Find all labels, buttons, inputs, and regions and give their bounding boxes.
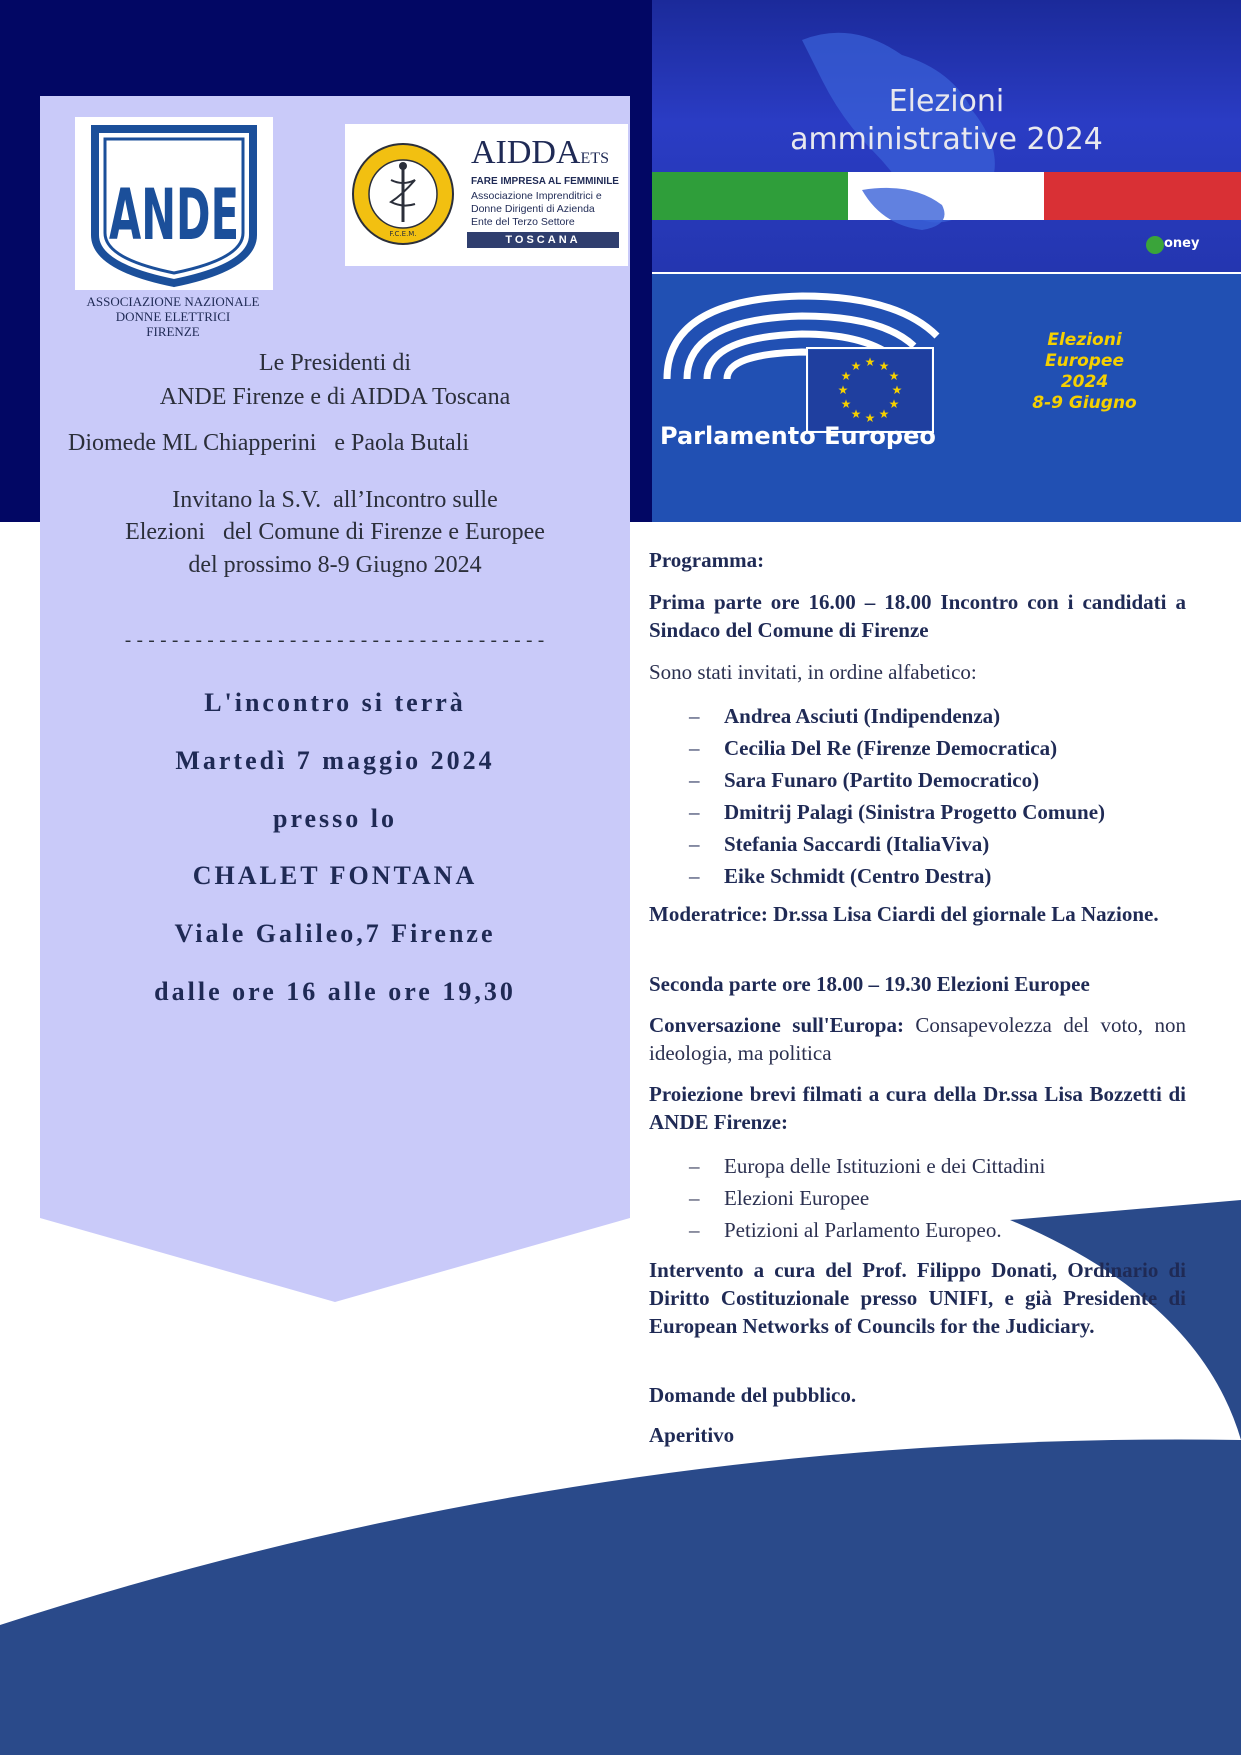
svg-text:★: ★ <box>888 397 900 411</box>
conversation-label: Conversazione sull'Europa: <box>649 1013 904 1037</box>
svg-text:★: ★ <box>878 359 890 373</box>
list-item: – Andrea Asciuti (Indipendenza) <box>689 704 1001 728</box>
eu-side-line: 8-9 Giugno <box>1032 393 1137 413</box>
list-item: – Eike Schmidt (Centro Destra) <box>689 864 992 888</box>
list-item: – Petizioni al Parlamento Europeo. <box>689 1218 1002 1242</box>
intervention-text: Intervento a cura del Prof. Filippo Donati, Ordinario di Diritto Costituzionale presso UNIFI, e già Presidente di European Networks of Councils for the Judiciary. <box>649 1258 1186 1338</box>
candidates-list <box>649 700 1186 892</box>
svg-text:★: ★ <box>888 369 900 383</box>
invite-line3: del prossimo 8-9 Giugno 2024 <box>188 552 482 578</box>
aidda-tagline: FARE IMPRESA AL FEMMINILE <box>471 176 619 187</box>
eu-side-line: Europee <box>1044 351 1124 371</box>
program-heading <box>649 546 1186 574</box>
presidents-names: Diomede ML Chiapperini e Paola Butali <box>68 430 470 456</box>
candidate-name: Dmitrij Palagi (Sinistra Progetto Comune) <box>724 800 1106 824</box>
event-address: Viale Galileo,7 Firenze <box>174 919 496 948</box>
list-item: – Elezioni Europee <box>689 1186 870 1210</box>
presidents-line2: ANDE Firenze e di AIDDA Toscana <box>159 384 511 410</box>
program-part2 <box>649 970 1186 998</box>
bottom-wave <box>0 1440 1241 1755</box>
invite-line2: Elezioni del Comune di Firenze e Europee <box>125 519 545 545</box>
projection <box>649 1080 1186 1136</box>
film-title: Europa delle Istituzioni e dei Cittadini <box>724 1154 1046 1178</box>
invite-line1: Invitano la S.V. all’Incontro sulle <box>172 487 498 513</box>
conversation <box>649 1011 1186 1067</box>
list-item: – Stefania Saccardi (ItaliaViva) <box>689 832 990 856</box>
program-heading-text: Programma: <box>649 548 765 572</box>
ande-caption-line: ASSOCIAZIONE NAZIONALE <box>86 294 260 309</box>
invited-intro: Sono stati invitati, in ordine alfabetico: <box>649 660 977 684</box>
svg-text:★: ★ <box>891 383 903 397</box>
ande-shield-icon <box>75 117 273 290</box>
eu-side-line: Elezioni <box>1047 330 1122 350</box>
program-part1 <box>649 588 1186 644</box>
event-line3: presso lo <box>272 804 398 833</box>
svg-text:★: ★ <box>840 397 852 411</box>
ande-logo <box>75 117 273 290</box>
aidda-description <box>471 190 602 229</box>
svg-text:★: ★ <box>878 407 890 421</box>
eu-side-text <box>992 330 1177 414</box>
aperitivo-text: Aperitivo <box>649 1423 735 1447</box>
eu-label: Parlamento Europeo <box>660 422 936 450</box>
films-list <box>649 1150 1186 1246</box>
questions <box>649 1381 1186 1409</box>
aidda-desc-line: Associazione Imprenditrici e <box>471 190 602 202</box>
aidda-logo <box>345 124 628 266</box>
svg-text:★: ★ <box>864 411 876 425</box>
aidda-desc-line: Donne Dirigenti di Azienda <box>471 203 595 215</box>
questions-text: Domande del pubblico. <box>649 1383 857 1407</box>
parliament-hemicycle-icon <box>652 274 972 434</box>
svg-text:★: ★ <box>840 369 852 383</box>
program-part1-text: Prima parte ore 16.00 – 18.00 Incontro con i candidati a Sindaco del Comune di Firenze <box>649 590 1186 642</box>
seal-bottom-text: F.C.E.M. <box>389 230 417 238</box>
aperitivo <box>649 1421 1186 1449</box>
eu-side-line: 2024 <box>1060 372 1109 392</box>
banner-title-line2: amministrative 2024 <box>790 122 1103 157</box>
aidda-suffix: ETS <box>580 150 609 167</box>
flag-green <box>652 172 848 220</box>
banner-brand: oney <box>1164 236 1200 251</box>
projection-text: Proiezione brevi filmati a cura della Dr.ssa Lisa Bozzetti di ANDE Firenze: <box>649 1082 1186 1134</box>
event-date: Martedì 7 maggio 2024 <box>175 746 495 775</box>
banner-amministrative <box>652 0 1241 272</box>
film-title: Petizioni al Parlamento Europeo. <box>724 1218 1002 1242</box>
candidate-name: Sara Funaro (Partito Democratico) <box>724 768 1040 792</box>
candidate-name: Eike Schmidt (Centro Destra) <box>724 864 992 888</box>
aidda-desc-line: Ente del Terzo Settore <box>471 216 575 228</box>
ande-caption-line: FIRENZE <box>146 324 200 339</box>
list-item: – Sara Funaro (Partito Democratico) <box>689 768 1040 792</box>
ande-logo-text: ANDE <box>109 174 239 256</box>
aidda-region-badge: TOSCANA <box>467 232 619 248</box>
separator: ------------------------------------ <box>122 632 548 652</box>
svg-text:★: ★ <box>850 407 862 421</box>
event-venue: CHALET FONTANA <box>192 861 478 890</box>
svg-text:★: ★ <box>850 359 862 373</box>
film-title: Elezioni Europee <box>724 1186 870 1210</box>
presidents-line1: Le Presidenti di <box>259 350 411 376</box>
candidate-name: Cecilia Del Re (Firenze Democratica) <box>724 736 1058 760</box>
candidate-name: Andrea Asciuti (Indipendenza) <box>724 704 1001 728</box>
brand-dot-icon <box>1146 236 1164 254</box>
fcem-seal-icon <box>353 144 453 244</box>
moderator-text: Moderatrice: Dr.ssa Lisa Ciardi del giornale La Nazione. <box>649 902 1159 926</box>
program-part2-text: Seconda parte ore 18.00 – 19.30 Elezioni Europee <box>649 972 1090 996</box>
list-item: – Europa delle Istituzioni e dei Cittadini <box>689 1154 1046 1178</box>
ande-caption <box>60 294 286 339</box>
aidda-name-text: AIDDA <box>471 134 581 171</box>
svg-text:★: ★ <box>837 383 849 397</box>
list-item: – Cecilia Del Re (Firenze Democratica) <box>689 736 1058 760</box>
list-item: – Dmitrij Palagi (Sinistra Progetto Comune) <box>689 800 1106 824</box>
svg-text:★: ★ <box>864 355 876 369</box>
flag-red <box>1044 172 1241 220</box>
event-time: dalle ore 16 alle ore 19,30 <box>154 977 516 1006</box>
aidda-name <box>471 134 609 172</box>
candidate-name: Stefania Saccardi (ItaliaViva) <box>724 832 990 856</box>
moderator <box>649 900 1186 928</box>
event-line1: L'incontro si terrà <box>204 688 466 717</box>
banner-eu <box>652 274 1241 522</box>
banner-title-line1: Elezioni <box>888 84 1005 119</box>
conversation-text: Consapevolezza del voto, non ideologia, ma politica <box>649 1013 1186 1065</box>
intervention <box>649 1256 1186 1340</box>
ande-caption-line: DONNE ELETTRICI <box>115 309 231 324</box>
